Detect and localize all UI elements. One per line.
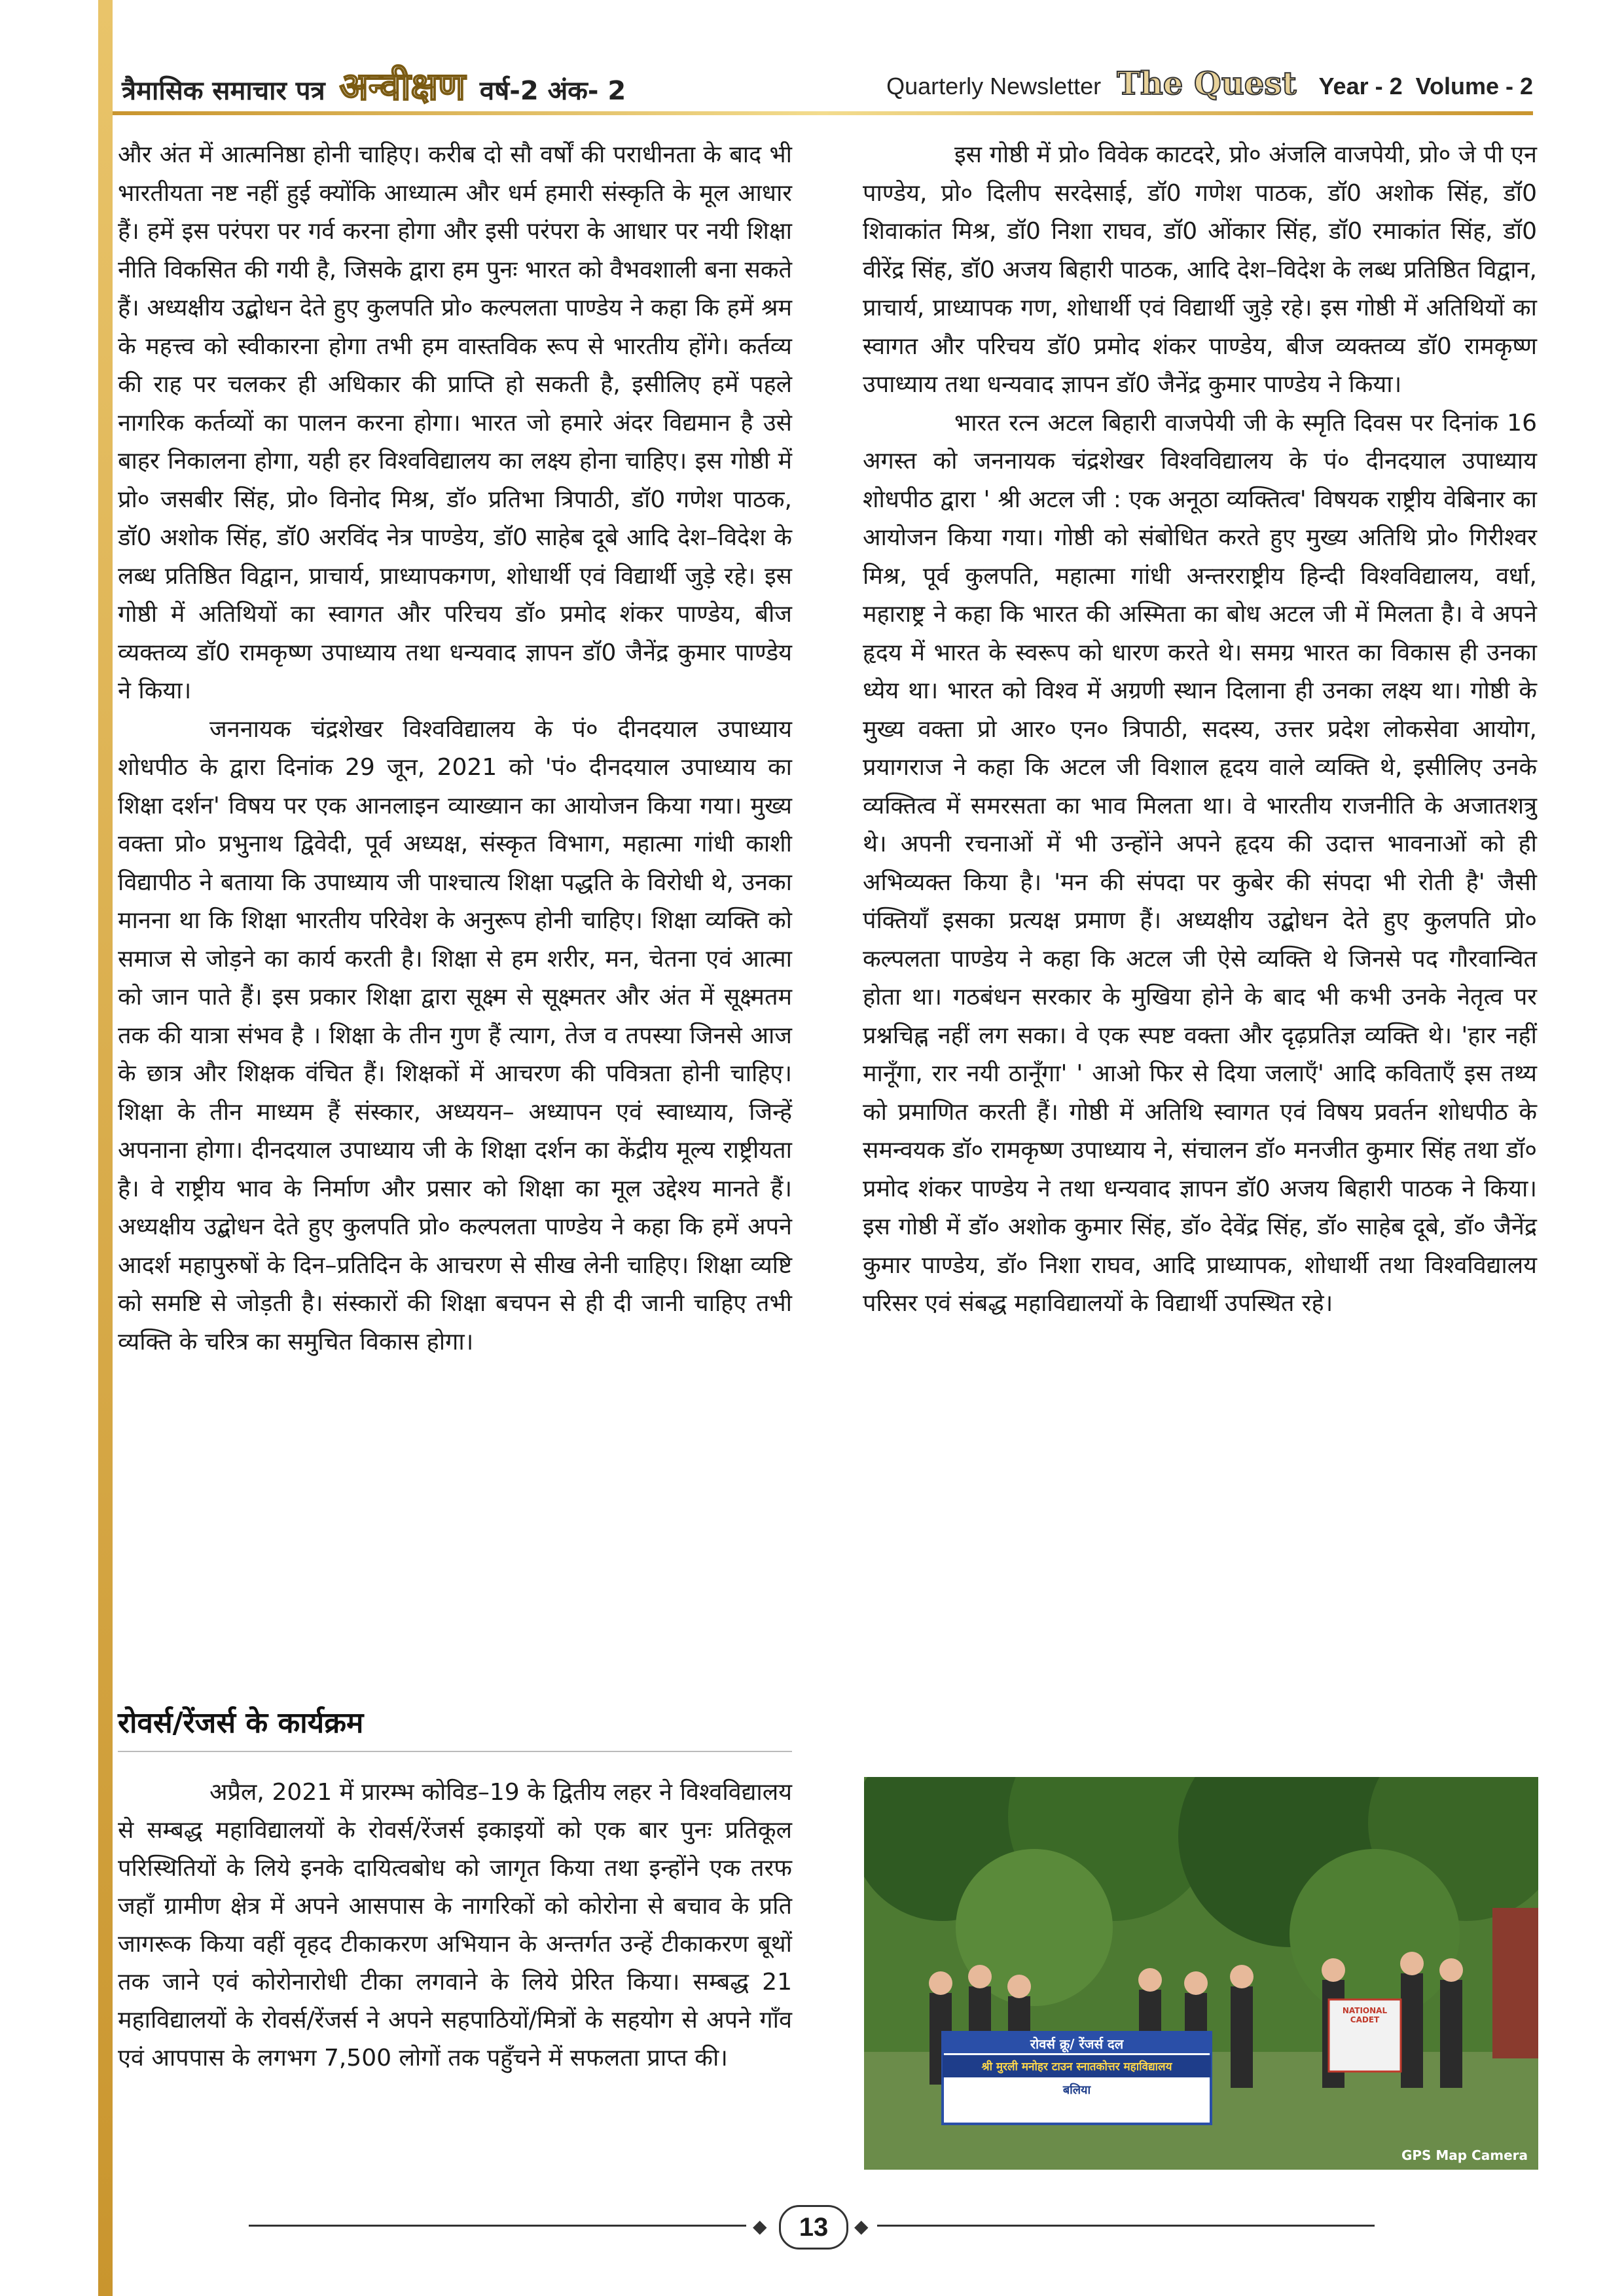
section-divider	[118, 1751, 792, 1752]
header-year: Year - 2	[1318, 73, 1403, 99]
right-paragraph-1: इस गोष्ठी में प्रो० विवेक काटदरे, प्रो० अंजलि वाजपेयी, प्रो० जे पी एन पाण्डेय, प्रो० दिलीप सरदेसाई, डॉ0 गणेश पाठक, डॉ0 अशोक सिंह, डॉ0 शिवाकांत मिश्र, डॉ0 निशा राघव, डॉ0 ओंकार सिंह, डॉ0 रमाकांत सिंह, डॉ0 वीरेंद्र सिंह, डॉ0 अजय बिहारी पाठक, आदि देश–विदेश के लब्ध प्रतिष्ठित विद्वान, प्राचार्य, प्राध्यापक गण, शोधार्थी एवं विद्यार्थी जुड़े रहे। इस गोष्ठी में अतिथियों का स्वागत और परिचय डॉ0 प्रमोद शंकर पाण्डेय, बीज व्यक्तव्य डॉ0 रामकृष्ण उपाध्याय तथा धन्यवाद ज्ञापन डॉ0 जैनेंद्र कुमार पाण्डेय ने किया।	[863, 141, 1537, 398]
page-header	[113, 46, 1533, 118]
photo-banner-line-3: बलिया	[1062, 2083, 1091, 2097]
photo-banner-line-1: रोवर्स क्रू/ रेंजर्स दल	[1030, 2036, 1124, 2052]
right-paragraph-2: भारत रत्न अटल बिहारी वाजपेयी जी के स्मृति दिवस पर दिनांक 16 अगस्त को जननायक चंद्रशेखर विश्वविद्यालय के पं० दीनदयाल उपाध्याय शोधपीठ द्वारा ' श्री अटल जी : एक अनूठा व्यक्तित्व' विषयक राष्ट्रीय वेबिनार का आयोजन किया गया। गोष्ठी को संबोधित करते हुए मुख्य अतिथि प्रो० गिरीश्वर मिश्र, पूर्व कुलपति, महात्मा गांधी अन्तरराष्ट्रीय हिन्दी विश्वविद्यालय, वर्धा, महाराष्ट्र ने कहा कि भारत की अस्मिता का बोध अटल जी में मिलता है। वे अपने हृदय में भारत के स्वरूप को धारण करते थे। समग्र भारत का विकास ही उनका ध्येय था। भारत को विश्व में अग्रणी स्थान दिलाना ही उनका लक्ष्य था। गोष्ठी के मुख्य वक्ता प्रो आर० एन० त्रिपाठी, सदस्य, उत्तर प्रदेश लोकसेवा आयोग, प्रयागराज ने कहा कि अटल जी विशाल हृदय वाले व्यक्ति थे, इसीलिए उनके व्यक्तित्व में समरसता का भाव मिलता था। वे भारतीय राजनीति के अजातशत्रु थे। अपनी रचनाओं में भी उन्होंने अपने हृदय की उदात्त भावनाओं को ही अभिव्यक्त किया है। 'मन की संपदा पर कुबेर की संपदा भी रोती है' जैसी पंक्तियाँ इसका प्रत्यक्ष प्रमाण हैं। अध्यक्षीय उद्बोधन देते हुए कुलपति प्रो० कल्पलता पाण्डेय ने कहा कि अटल जी ऐसे व्यक्ति थे जिनसे पद गौरवान्वित होता था। गठबंधन सरकार के मुखिया होने के बाद भी कभी उनके नेतृत्व पर प्रश्नचिह्न नहीं लग सका। वे एक स्पष्ट वक्ता और दृढ़प्रतिज्ञ व्यक्ति थे। 'हार नहीं मानूँगा, रार नयी ठानूँगा' ' आओ फिर से दिया जलाएँ' आदि कविताएँ इस तथ्य को प्रमाणित करती हैं। गोष्ठी में अतिथि स्वागत एवं विषय प्रवर्तन शोधपीठ के समन्वयक डॉ० रामकृष्ण उपाध्याय ने, संचालन डॉ० मनजीत कुमार सिंह तथा डॉ० प्रमोद शंकर पाण्डेय ने तथा धन्यवाद ज्ञापन डॉ0 अजय बिहारी पाठक ने किया। इस गोष्ठी में डॉ० अशोक कुमार सिंह, डॉ० देवेंद्र सिंह, डॉ० साहेब दूबे, डॉ० जैनेंद्र कुमार पाण्डेय, डॉ० निशा राघव, आदि प्राध्यापक, शोधार्थी तथा विश्वविद्यालय परिसर एवं संबद्ध महाविद्यालयों के विद्यार्थी उपस्थित रहे।	[863, 409, 1537, 1317]
section-paragraph: अप्रैल, 2021 में प्रारम्भ कोविड–19 के द्वितीय लहर ने विश्वविद्यालय से सम्बद्ध महाविद्यालयों के रोवर्स/रेंजर्स इकाइयों को एक बार पुनः प्रतिकूल परिस्थितियों के लिये इनके दायित्वबोध को जागृत किया तथा इन्होंने एक तरफ जहाँ ग्रामीण क्षेत्र में अपने आसपास के नागरिकों को कोरोना से बचाव के प्रति जागरूक किया वहीं वृहद टीकाकरण अभियान के अन्तर्गत उन्हें टीकाकरण बूथों तक जाने एवं कोरोनारोधी टीका लगवाने के लिये प्रेरित किया। सम्बद्ध 21 महाविद्यालयों के रोवर्स/रेंजर्स ने अपने सहपाठियों/मित्रों के सहयोग से अपने गाँव एवं आपपास के लगभग 7,500 लोगों तक पहुँचने में सफलता प्राप्त की।	[118, 1779, 792, 2072]
left-paragraph-2: जननायक चंद्रशेखर विश्वविद्यालय के पं० दीनदयाल उपाध्याय शोधपीठ के द्वारा दिनांक 29 जून, 2021 को 'पं० दीनदयाल उपाध्याय का शिक्षा दर्शन' विषय पर एक आनलाइन व्याख्यान का आयोजन किया गया। मुख्य वक्ता प्रो० प्रभुनाथ द्विवेदी, पूर्व अध्यक्ष, संस्कृत विभाग, महात्मा गांधी काशी विद्यापीठ ने बताया कि उपाध्याय जी पाश्चात्य शिक्षा पद्धति के विरोधी थे, उनका मानना था कि शिक्षा भारतीय परिवेश के अनुरूप होनी चाहिए। शिक्षा व्यक्ति को समाज से जोड़ने का कार्य करती है। शिक्षा से हम शरीर, मन, चेतना एवं आत्मा को जान पाते हैं। इस प्रकार शिक्षा द्वारा सूक्ष्म से सूक्ष्मतर और अंत में सूक्ष्मतम तक की यात्रा संभव है । शिक्षा के तीन गुण हैं त्याग, तेज व तपस्या जिनसे आज के छात्र और शिक्षक वंचित हैं। शिक्षकों में आचरण की पवित्रता होनी चाहिए। शिक्षा के तीन माध्यम हैं संस्कार, अध्ययन– अध्यापन एवं स्वाध्याय, जिन्हें अपनाना होगा। दीनदयाल उपाध्याय जी के शिक्षा दर्शन का केंद्रीय मूल्य राष्ट्रीयता है। वे राष्ट्रीय भाव के निर्माण और प्रसार को शिक्षा का मूल उद्देश्य मानते हैं। अध्यक्षीय उद्बोधन देते हुए कुलपति प्रो० कल्पलता पाण्डेय ने कहा कि हमें अपने आदर्श महापुरुषों के दिन–प्रतिदिन के आचरण से सीख लेनी चाहिए। शिक्षा व्यष्टि को समष्टि से जोड़ती है। संस्कारों की शिक्षा बचपन से ही दी जानी चाहिए तभी व्यक्ति के चरित्र का समुचित विकास होगा।	[118, 715, 792, 1355]
photo-banner-line-2: श्री मुरली मनोहर टाउन स्नातकोत्तर महाविद्यालय	[981, 2060, 1172, 2073]
header-brand-english: The Quest	[1117, 65, 1297, 102]
left-column	[118, 136, 792, 1361]
footer-ornament-right: ◆	[854, 2215, 869, 2237]
section-title: रोवर्स/रेंजर्स के कार्यक्रम	[118, 1706, 364, 1740]
header-hindi-title	[122, 59, 626, 111]
footer-line-right	[877, 2225, 1375, 2227]
header-brand-hindi: अन्वीक्षण	[339, 64, 465, 109]
section-body	[118, 1774, 792, 2077]
photo-side-banner: NATIONAL CADET	[1342, 2006, 1388, 2024]
header-divider	[113, 111, 1533, 115]
footer-ornament-left: ◆	[753, 2215, 767, 2237]
footer-line-left	[249, 2225, 746, 2227]
event-photo	[864, 1777, 1538, 2170]
header-english-title	[886, 65, 1533, 102]
page-footer	[249, 2202, 1375, 2248]
header-volume: Volume - 2	[1415, 73, 1533, 99]
left-paragraph-1: और अंत में आत्मनिष्ठा होनी चाहिए। करीब दो सौ वर्षों की पराधीनता के बाद भी भारतीयता नष्ट नहीं हुई क्योंकि आध्यात्म और धर्म हमारी संस्कृति के मूल आधार हैं। हमें इस परंपरा पर गर्व करना होगा और इसी परंपरा के आधार पर नयी शिक्षा नीति विकसित की गयी है, जिसके द्वारा हम पुनः भारत को वैभवशाली बना सकते हैं। अध्यक्षीय उद्बोधन देते हुए कुलपति प्रो० कल्पलता पाण्डेय ने कहा कि हमें श्रम के महत्त्व को स्वीकारना होगा तभी हम वास्तविक रूप से भारतीय होंगे। कर्तव्य की राह पर चलकर ही अधिकार की प्राप्ति हो सकती है, इसीलिए हमें पहले नागरिक कर्तव्यों का पालन करना होगा। भारत जो हमारे अंदर विद्यमान है उसे बाहर निकालना होगा, यही हर विश्वविद्यालय का लक्ष्य होना चाहिए। इस गोष्ठी में प्रो० जसबीर सिंह, प्रो० विनोद मिश्र, डॉ० प्रतिभा त्रिपाठी, डॉ0 गणेश पाठक, डॉ0 अशोक सिंह, डॉ0 अरविंद नेत्र पाण्डेय, डॉ0 साहेब दूबे आदि देश–विदेश के लब्ध प्रतिष्ठित विद्वान, प्राचार्य, प्राध्यापकगण, शोधार्थी एवं विद्यार्थी जुड़े रहे। इस गोष्ठी में अतिथियों का स्वागत और परिचय डॉ० प्रमोद शंकर पाण्डेय, बीज व्यक्तव्य डॉ0 रामकृष्ण उपाध्याय तथा धन्यवाद ज्ञापन डॉ0 जैनेंद्र कुमार पाण्डेय ने किया।	[118, 141, 792, 704]
header-prefix-hindi: त्रैमासिक समाचार पत्र	[122, 76, 325, 106]
camera-watermark: GPS Map Camera	[1401, 2147, 1528, 2163]
header-issue-hindi: वर्ष-2 अंक- 2	[479, 76, 626, 106]
decorative-side-bar	[98, 0, 113, 2296]
page-number: 13	[779, 2205, 848, 2250]
header-prefix-english: Quarterly Newsletter	[886, 73, 1102, 99]
right-column	[863, 136, 1537, 1323]
